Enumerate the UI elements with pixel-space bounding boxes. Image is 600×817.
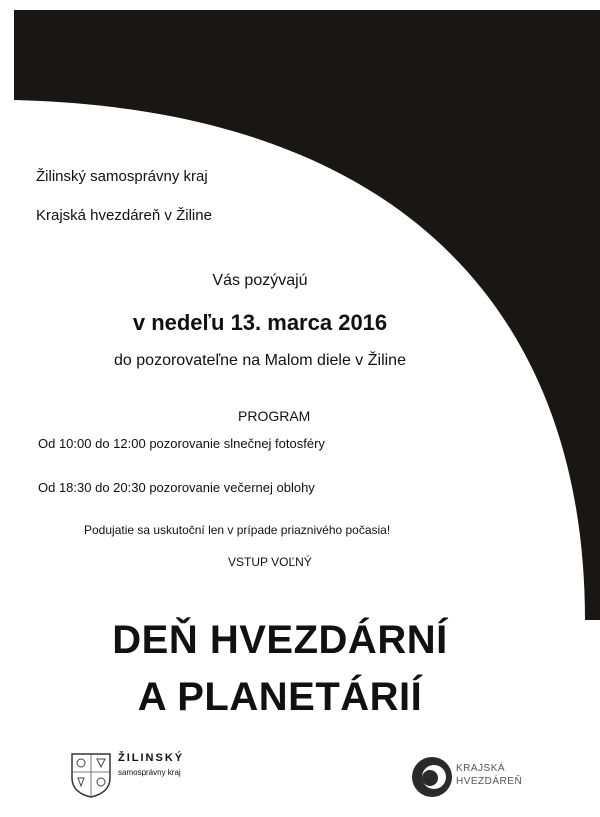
program-item: Od 10:00 do 12:00 pozorovanie slnečnej fotosféry	[38, 436, 325, 451]
ring-logo-icon	[410, 755, 454, 799]
logo-right-line2: HVEZDÁREŇ	[456, 776, 523, 787]
logo-left-name: ŽILINSKÝ	[118, 752, 185, 764]
logo-left-subtitle: samosprávny kraj	[118, 768, 181, 777]
krajska-hvezdaren-logo	[410, 755, 560, 805]
invitation-intro: Vás pozývajú	[212, 272, 308, 289]
event-date: v nedeľu 13. marca 2016	[132, 310, 388, 335]
organizer-observatory: Krajská hvezdáreň v Žiline	[36, 207, 212, 224]
program-item: Od 18:30 do 20:30 pozorovanie večernej oblohy	[38, 480, 315, 495]
main-title-line1: DEŇ HVEZDÁRNÍ	[112, 618, 448, 662]
weather-note: Podujatie sa uskutoční len v prípade priaznivého počasia!	[84, 523, 391, 537]
event-place: do pozorovateľne na Malom diele v Žiline	[114, 352, 406, 369]
main-title-line2: A PLANETÁRIÍ	[137, 675, 423, 719]
coat-of-arms-icon	[70, 752, 112, 798]
organizer-region: Žilinský samosprávny kraj	[36, 168, 208, 185]
free-entry-note: VSTUP VOĽNÝ	[228, 555, 312, 569]
program-heading: PROGRAM	[238, 408, 311, 424]
logo-right-line1: KRAJSKÁ	[456, 763, 506, 774]
zilina-region-logo	[70, 748, 210, 804]
